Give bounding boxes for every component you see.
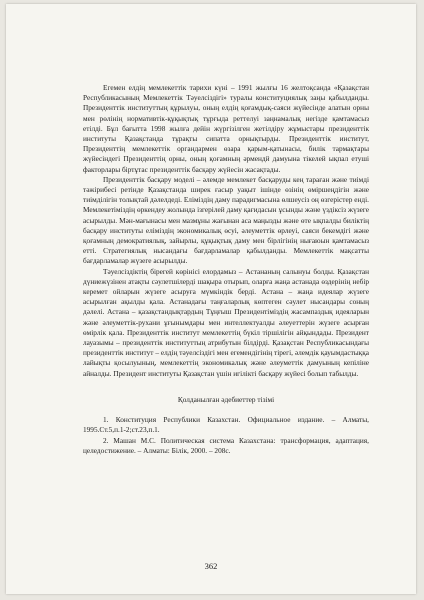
- paragraph-2: Президенттік басқару моделі – әлемде мемлекет басқаруды кең тараған және тиімді тәжірибесі ретінде Қазақстанда ширек ғасыр уақыт ішінде өзінің өміршеңдігін және тиімділігін толықтай дәлелдеді. Елімiздiң даму парадигмасына өлшеусіз оң өзгерістер енді. Мемлекетіміздің өркендеу жолында ізгерілей даму қағидасын ұсынды және үздіксіз жүзеге асырылды. Мән-мағынасы мен мазмұны жағынан аса маңызды және өте ықпалды биліктің басқару институты еліміздің экономикалық өсуі, әлеуметтік өрлеуі, саяси бекемдігі және қоғамның демократиялық, зайырлы, құқықтық даму мен бірлігінің нығаюын қамтамасыз етті. Стратегиялық нысандағы бағдарламалар қабылданды. Мемлекеттік мақсатты бағдарламалар жүзеге асырылды.: [83, 174, 369, 266]
- reference-item-2: 2. Машан М.С. Политическая система Казахстана: трансформация, адаптация, целедостижение. – Алматы: Білік, 2000. – 208с.: [83, 435, 369, 455]
- document-page: [6, 4, 416, 594]
- page-body: [83, 83, 369, 456]
- references-heading: Қолданылған әдебиеттер тізімі: [177, 394, 275, 404]
- paragraph-1: Егемен елдің мемлекеттік тарихи күні – 1991 жылғы 16 желтоқсанда «Қазақстан Республикасының Мемлекеттік Тәуелсіздігі» туралы конституциялық заңы қабылданды. Президенттік институттың құрылуы, оның елдің қоғамдық-саяси жүйесінде алатын орны мен рөлінің нормативтік-құқықтық тұрғыда реттелуі заңнамалық негізде қамтамасыз етілді. Бұл бағытта 1998 жылға дейін жүргізілген жетілдіру жұмыстары президенттік институты Қазақстанда тұрақты сипатта орнықтырды. Президенттік институт, Президенттің мемлекеттік органдармен өзара қарым-қатынасы, билік тармақтары жүйесіндегі Президенттің орны, оның қоғамның әрмендй дамуына тікелей ықпал етуші факторлары біртұтас президенттік басқару жүйесін жасақтады.: [83, 83, 369, 174]
- page-number: 362: [204, 561, 218, 571]
- paragraph-3: Тәуелсіздіктің бірегей көрінісі елордамыз – Астананың салынуы болды. Қазақстан дүниежүзінен атақты сәулетшілерді шақыра отырып, оларға жаңа астанада өздерінің небір керемет ойларын жүзеге асыруға мүмкіндік берді. Астана – жаңа идеялар жүзеге асырылған ақылды қала. Астанадағы таңғаларлық көптеген сәулет нысандары соның дәлелі. Астана – қазақстандықтардың Тұңғыш Президентіміздің жасампаздық идеяларын және әлеуметтік-рухани ұғынымдары мен интеллектуалды әлеуеттерін жүзеге асырған өмірлік қала. Президенттік институт мемлекеттің бүкіл тіршілігін айқындады. Президент лауазымы – президенттік институттың атрибутын білдірді. Қазақстан Республикасындағы президенттік институт – елдің тәуелсіздігі мен егемендігінің тірегі, әлемдік қауымдастыққа лайықты қосылуының, мемлекеттің экономикалық және әлеуметтік дамуының кепіліне айналды. Президент институты Қазақстан үшін игілікті басқару жүйесі болып табылды.: [83, 266, 369, 378]
- reference-item-1: 1. Конституция Республики Казахстан. Официальное издание. – Алматы, 1995.Ст.5,п.1-2;ст.23,п.1.: [83, 415, 369, 435]
